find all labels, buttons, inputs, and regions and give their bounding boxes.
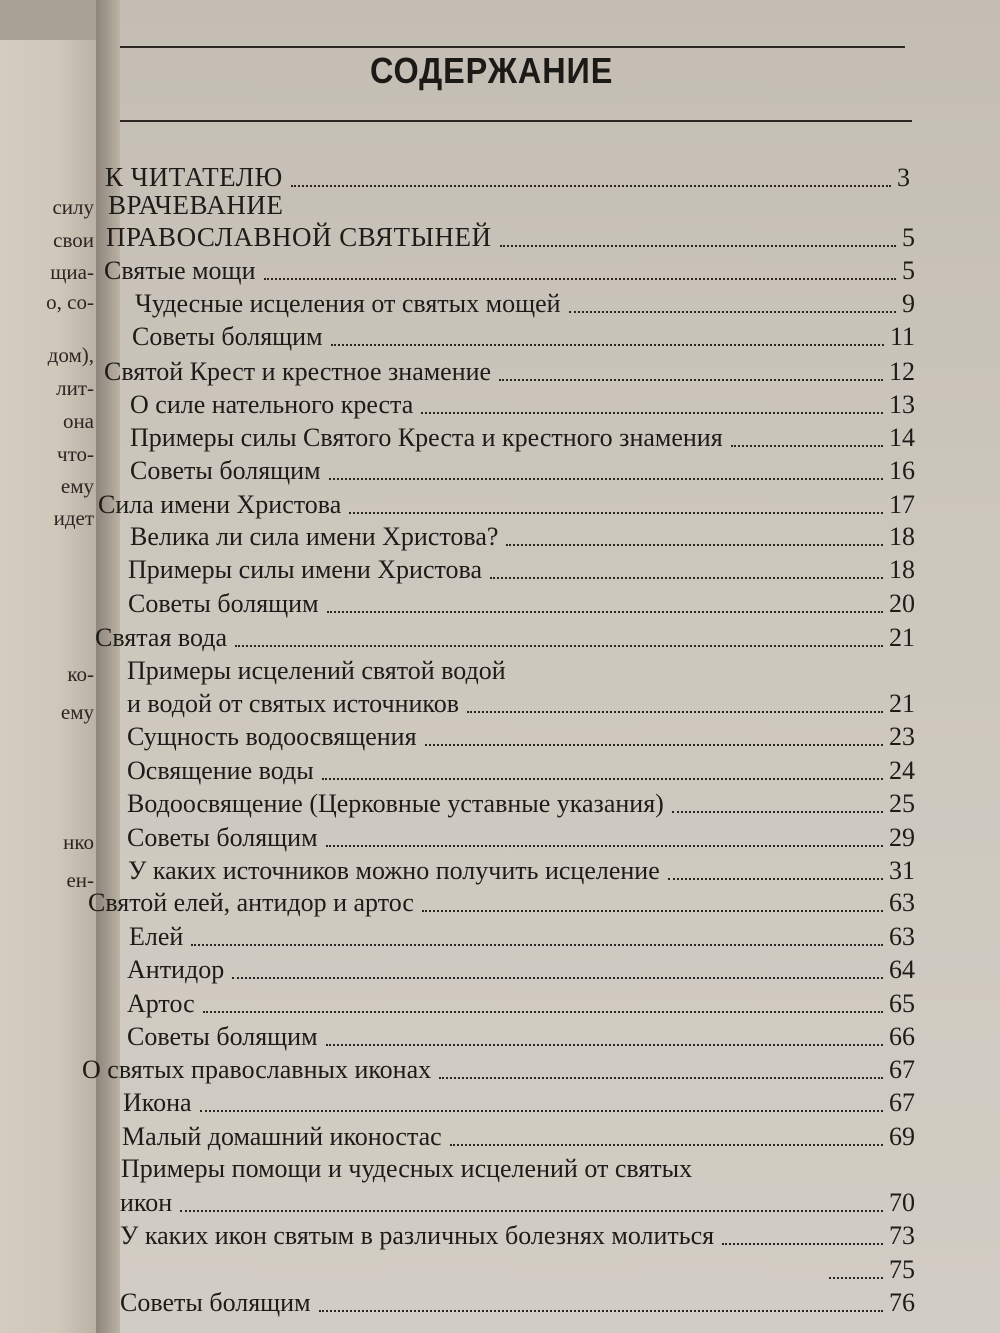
left-page-text-fragment: ен- [66,868,94,892]
toc-dot-leader [672,811,883,813]
left-page-text-fragment: нко [63,830,94,854]
toc-entry [121,1152,915,1186]
toc-entry [127,1020,915,1054]
toc-dot-leader [200,1110,883,1112]
toc-dot-leader [425,744,883,746]
toc-entry [129,920,915,954]
toc-entry-page-number: 31 [889,856,915,885]
toc-entry-title: Примеры помощи и чудесных исцелений от святых [121,1154,693,1183]
toc-entry [120,1286,915,1320]
left-page [0,40,98,1333]
toc-entry [127,687,915,721]
toc-entry-title: Сила имени Христова [98,490,342,519]
left-page-text-fragment: ему [60,700,94,724]
toc-entry-page-number: 70 [889,1188,915,1217]
toc-dot-leader [422,910,883,912]
toc-entry-title: Освящение воды [127,756,314,785]
page-title: СОДЕРЖАНИЕ [370,50,614,91]
left-page-text-fragment: силу [52,195,94,219]
toc-entry-title: Советы болящим [120,1288,311,1317]
toc-entry-page-number: 18 [889,555,915,584]
left-page-text-fragment: идет [53,506,94,530]
toc-entry [120,1186,915,1220]
toc-entry-title: Артос [127,989,195,1018]
toc-entry-page-number: 3 [897,163,910,192]
toc-dot-leader [322,778,883,780]
toc-entry-page-number: 29 [889,823,915,852]
toc-entry [104,254,915,288]
toc-entry-title: и водой от святых источников [127,689,459,718]
toc-entry-page-number: 14 [889,423,915,452]
toc-dot-leader [569,311,896,313]
toc-entry-title: Советы болящим [127,1022,318,1051]
toc-dot-leader [439,1077,883,1079]
toc-entry [127,953,915,987]
toc-entry-title: Елей [129,922,184,951]
title-underline [120,120,912,122]
toc-entry-page-number: 21 [889,689,915,718]
toc-entry-title: Малый домашний иконостас [122,1122,442,1151]
toc-entry-title: Святой елей, антидор и артос [88,888,414,917]
toc-entry-page-number: 75 [889,1255,915,1284]
toc-dot-leader [331,344,884,346]
toc-entry [104,355,915,389]
toc-dot-leader [203,1011,883,1013]
toc-entry-title: ПРАВОСЛАВНОЙ СВЯТЫНЕЙ [106,222,492,252]
toc-dot-leader [319,1310,883,1312]
toc-entry-title: Святые мощи [104,256,256,285]
right-page [82,0,1000,1333]
toc-entry-title: Советы болящим [130,456,321,485]
toc-entry [130,454,915,488]
toc-entry-title: Святой Крест и крестное знамение [104,357,492,386]
toc-entry [127,754,915,788]
toc-entry [127,654,915,688]
toc-entry-page-number: 66 [889,1022,915,1051]
toc-entry-title: Святая вода [95,623,228,652]
toc-dot-leader [450,1144,883,1146]
toc-entry-page-number: 25 [889,789,915,818]
toc-entry [122,1120,915,1154]
toc-entry-page-number: 24 [889,756,915,785]
toc-entry-title: У каких источников можно получить исцеление [128,856,660,885]
toc-entry-title: У каких икон святым в различных болезнях молиться [120,1221,715,1250]
toc-dot-leader [326,845,883,847]
toc-entry-title: Велика ли сила имени Христова? [130,522,499,551]
toc-entry [128,587,915,621]
toc-entry-title: Примеры исцелений святой водой [127,656,506,685]
toc-entry-page-number: 63 [889,888,915,917]
toc-entry-page-number: 13 [889,390,915,419]
toc-dot-leader [490,577,883,579]
toc-entry [95,621,915,655]
toc-entry-title: Советы болящим [128,589,319,618]
toc-entry-title: Примеры силы Святого Креста и крестного знамения [130,423,723,452]
toc-dot-leader [421,412,883,414]
toc-entry-page-number: 76 [889,1288,915,1317]
toc-entry-page-number: 67 [889,1055,915,1084]
toc-entry-title: Антидор [127,955,225,984]
toc-entry [130,520,915,554]
toc-entry [123,1086,915,1120]
toc-entry [82,1053,915,1087]
left-page-text-fragment: ему [60,474,94,498]
toc-entry-title: Сущность водоосвящения [127,722,417,751]
toc-entry-page-number: 11 [889,322,915,351]
toc-entry-page-number: 65 [889,989,915,1018]
toc-dot-leader [232,977,883,979]
toc-entry-page-number: 16 [889,456,915,485]
toc-entry-title: Советы болящим [127,823,318,852]
toc-dot-leader [731,445,883,447]
toc-dot-leader [506,544,883,546]
left-page-text-fragment: она [62,409,94,433]
toc-dot-leader [191,944,883,946]
toc-entry-page-number: 5 [902,256,915,285]
toc-entry [98,488,915,522]
toc-entry-title: К ЧИТАТЕЛЮ [105,162,283,192]
toc-dot-leader [500,245,896,247]
toc-entry-page-number: 69 [889,1122,915,1151]
toc-entry [106,221,915,255]
toc-entry-page-number: 5 [902,223,915,252]
toc-dot-leader [668,878,883,880]
toc-entry [127,720,915,754]
toc-entry-title: Советы болящим [132,322,323,351]
toc-entry-page-number: 73 [889,1221,915,1250]
toc-entry-page-number: 21 [889,623,915,652]
top-rule [120,46,905,48]
toc-entry-page-number: 64 [889,955,915,984]
toc-dot-leader [329,478,883,480]
toc-entry-page-number: 63 [889,922,915,951]
toc-dot-leader [722,1243,883,1245]
toc-entry [128,854,915,888]
toc-dot-leader [291,185,891,187]
left-page-text-fragment: лит- [56,376,94,400]
toc-entry-page-number: 18 [889,522,915,551]
toc-dot-leader [235,645,883,647]
toc-entry [132,320,915,354]
toc-dot-leader [264,278,897,280]
left-page-text-fragment: щиа- [50,260,94,284]
toc-entry [130,388,915,422]
toc-dot-leader [467,711,883,713]
toc-entry-page-number: 9 [902,289,915,318]
left-page-text-fragment: ко- [67,662,94,686]
toc-entry [135,287,915,321]
toc-entry [130,421,915,455]
toc-dot-leader [349,512,883,514]
left-page-text-fragment: свои [53,228,94,252]
toc-entry [120,1253,915,1287]
toc-entry [108,189,910,223]
toc-dot-leader [499,379,883,381]
toc-entry-title: ВРАЧЕВАНИЕ [108,190,284,220]
toc-dot-leader [180,1210,883,1212]
toc-entry [127,821,915,855]
toc-entry-title: О силе нательного креста [130,390,414,419]
left-page-text-fragment: дом), [47,343,94,367]
toc-entry [128,553,915,587]
toc-entry-title: Чудесные исцеления от святых мощей [135,289,561,318]
toc-dot-leader [327,611,883,613]
toc-entry-title: икон [120,1188,173,1217]
toc-entry-page-number: 17 [889,490,915,519]
toc-entry-title: Икона [123,1088,192,1117]
toc-entry-page-number: 67 [889,1088,915,1117]
toc-entry [127,987,915,1021]
toc-entry-page-number: 12 [889,357,915,386]
left-page-text-fragment: что- [57,442,94,466]
toc-entry [127,787,915,821]
toc-entry [120,1219,915,1253]
toc-entry-page-number: 20 [889,589,915,618]
toc-dot-leader [326,1044,883,1046]
toc-entry-page-number: 23 [889,722,915,751]
toc-entry-title: Примеры силы имени Христова [128,555,483,584]
toc-entry [88,886,915,920]
toc-entry-title: О святых православных иконах [82,1055,432,1084]
left-page-text-fragment: о, со- [46,290,94,314]
toc-entry-title: Водоосвящение (Церковные уставные указания) [127,789,664,818]
toc-dot-leader [829,1277,883,1279]
